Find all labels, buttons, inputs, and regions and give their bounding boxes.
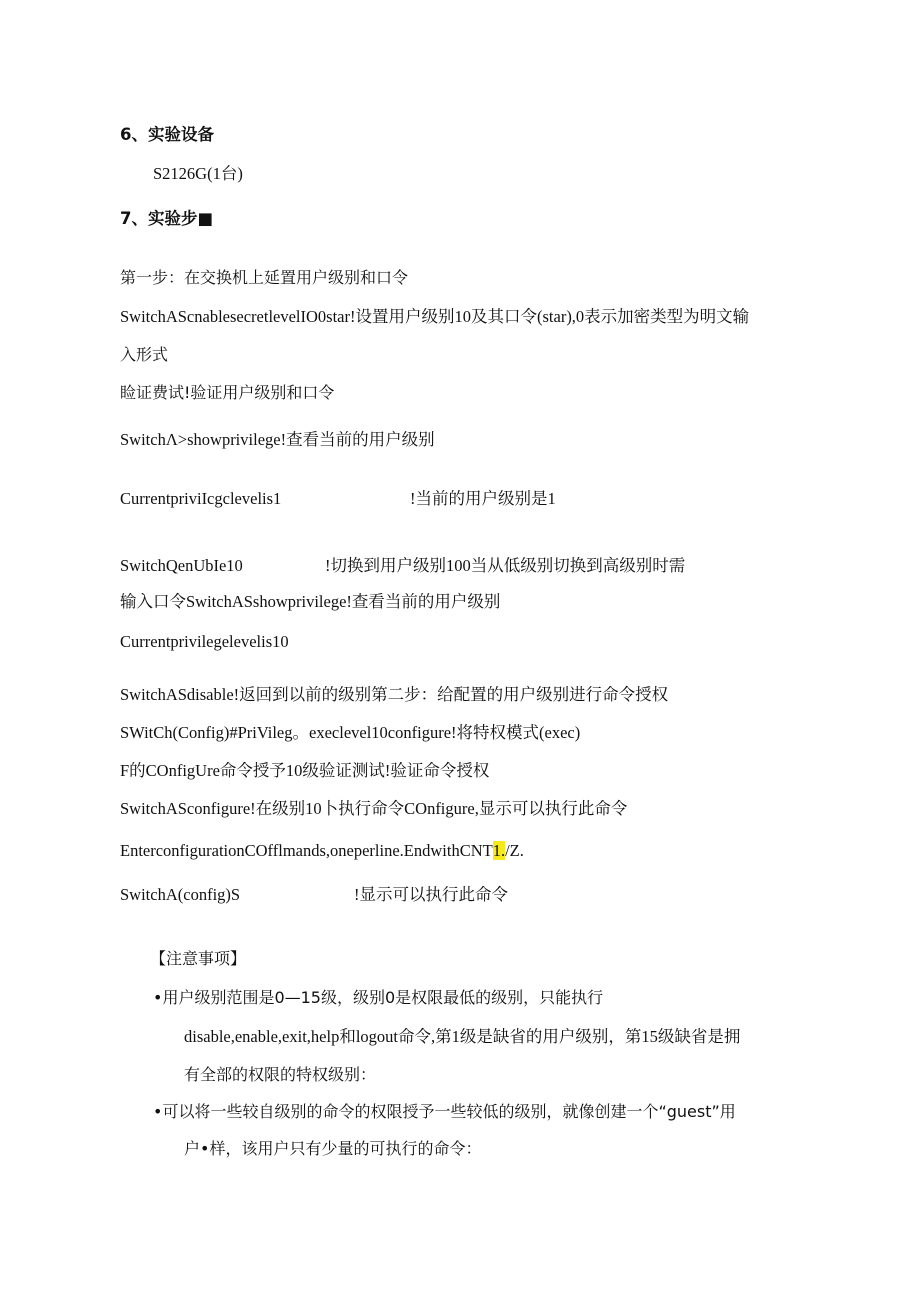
note-bullet-2-line-1: •可以将一些较自级别的命令的权限授予一些较低的级别，就像创建一个“guest”用 [153, 1102, 736, 1121]
grant-line: F的COnfigUre命令授予10级验证测试!验证命令授权 [120, 761, 490, 780]
show-privilege-line: SwitchΛ>showprivilege!查看当前的用户级别 [120, 430, 435, 449]
equipment-text: S2126G(1台) [153, 164, 243, 183]
note-bullet-1-line-2: disable,enable,exit,help和logout命令,第1级是缺省的用户级别，第15级缺省是拥 [184, 1027, 741, 1046]
command-line-1: SwitchAScnablesecretlevelIO0star!设置用户级别10及其口令(star),0表示加密类型为明文输 [120, 307, 750, 326]
input-password-line: 输入口令SwitchASshowprivilege!查看当前的用户级别 [120, 592, 501, 611]
enter-configuration-line [120, 843, 524, 860]
section-6-title: 6、实验设备 [120, 125, 214, 144]
section-7-title: 7、实验步■ [120, 209, 214, 228]
enable-comment: !切换到用户级别100当从低级别切换到高级别时需 [325, 556, 686, 575]
configure-line: SwitchASconfigure!在级别10卜执行命令COnfigure,显示可以执行此命令 [120, 799, 628, 818]
current-level-10-line: Currentprivilegelevelis10 [120, 632, 289, 651]
note-bullet-1-line-1: •用户级别范围是0—15级，级别0是权限最低的级别，只能执行 [153, 988, 604, 1007]
config-prompt: SwitchA(config)S [120, 885, 241, 904]
current-level-comment: !当前的用户级别是1 [410, 489, 556, 508]
enable-command: SwitchQenUbIe10 [120, 556, 243, 575]
enter-configuration-suffix: /Z. [505, 841, 524, 860]
current-level-command: CurrentpriviIcgclevelis1 [120, 489, 282, 508]
enter-configuration-text: EnterconfigurationCOfflmands,oneperline.EndwithCNT [120, 841, 493, 860]
config-prompt-comment: !显示可以执行此命令 [354, 885, 508, 904]
note-bullet-1-line-3: 有全部的权限的特权级别： [184, 1065, 377, 1084]
note-bullet-2-line-2: 户•样，该用户只有少量的可执行的命令： [184, 1139, 482, 1158]
highlighted-text: 1. [492, 841, 506, 860]
privilege-command-line: SWitCh(Config)#PriVileg。execlevel10configure!将特权模式(exec) [120, 723, 581, 742]
notes-title: 【注意事项】 [150, 949, 247, 968]
verify-line: 睑证费试!验证用户级别和口令 [120, 383, 335, 402]
step1-title: 第一步：在交换机上延置用户级别和口令 [120, 268, 409, 287]
disable-line: SwitchASdisable!返回到以前的级别第二步：给配置的用户级别进行命令授权 [120, 685, 669, 704]
command-line-1-continued: 入形式 [120, 345, 169, 364]
